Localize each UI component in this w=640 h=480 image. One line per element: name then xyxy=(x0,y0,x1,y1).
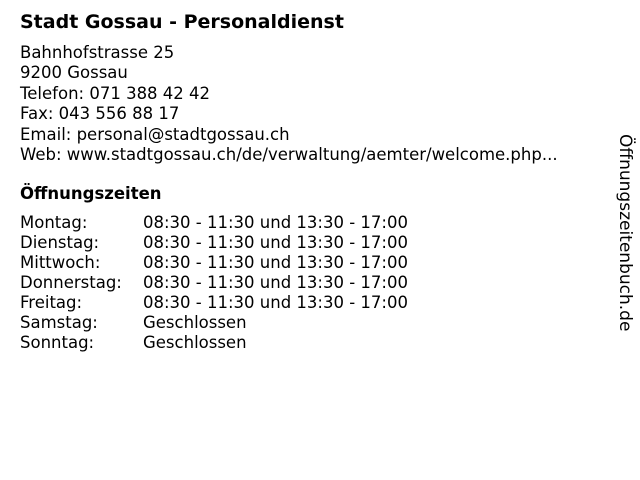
time-value: 08:30 - 11:30 und 13:30 - 17:00 xyxy=(143,253,408,272)
day-label: Mittwoch: xyxy=(20,253,101,272)
time-value: Geschlossen xyxy=(143,333,247,352)
time-value: 08:30 - 11:30 und 13:30 - 17:00 xyxy=(143,273,408,292)
address-street: Bahnhofstrasse 25 xyxy=(20,43,175,62)
hours-row-saturday xyxy=(20,313,408,333)
time-value: 08:30 - 11:30 und 13:30 - 17:00 xyxy=(143,293,408,312)
day-label: Sonntag: xyxy=(20,333,95,352)
website-url: Web: www.stadtgossau.ch/de/verwaltung/aemter/welcome.php... xyxy=(20,145,558,165)
fax-number: Fax: 043 556 88 17 xyxy=(20,104,180,124)
day-label: Dienstag: xyxy=(20,233,100,252)
hours-row-monday xyxy=(20,213,408,233)
hours-row-thursday xyxy=(20,273,408,293)
watermark-text: Öffnungszeitenbuch.de xyxy=(615,134,635,332)
address-city: 9200 Gossau xyxy=(20,63,128,83)
page-title: Stadt Gossau - Personaldienst xyxy=(20,11,344,33)
email-address: Email: personal@stadtgossau.ch xyxy=(20,124,290,144)
day-label: Samstag: xyxy=(20,313,98,332)
day-label: Freitag: xyxy=(20,293,83,312)
time-value: Geschlossen xyxy=(143,313,247,332)
time-value: 08:30 - 11:30 und 13:30 - 17:00 xyxy=(143,213,408,232)
day-label: Donnerstag: xyxy=(20,273,122,292)
hours-row-friday xyxy=(20,293,408,313)
phone-number: Telefon: 071 388 42 42 xyxy=(20,83,211,103)
hours-row-sunday xyxy=(20,333,408,353)
day-label: Montag: xyxy=(20,213,88,232)
hours-row-wednesday xyxy=(20,253,408,273)
opening-hours-table xyxy=(20,213,408,353)
opening-hours-heading: Öffnungszeiten xyxy=(20,184,162,203)
time-value: 08:30 - 11:30 und 13:30 - 17:00 xyxy=(143,233,408,252)
contact-block xyxy=(20,43,558,165)
hours-row-tuesday xyxy=(20,233,408,253)
